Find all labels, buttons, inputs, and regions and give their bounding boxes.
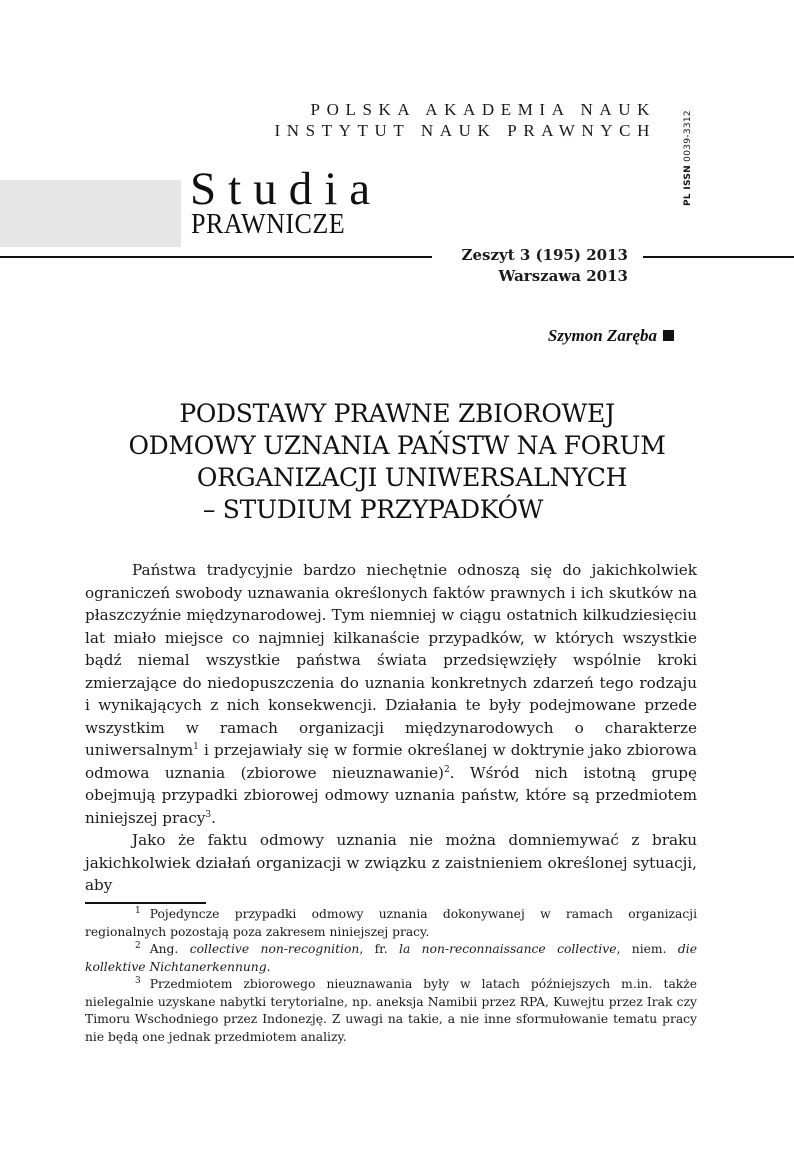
footnote-text: Przedmiotem zbiorowego nieuznawania były w latach późniejszych m.in. także nielegalnie uzyskane nabytki terytorialne, np. aneksja Namibii przez RPA, Kuwejtu przez Irak czy Timoru Wschodniego przez Indonezję. Z uwagi na takie, a nie inne sformułowanie tematu pracy nie będą one jednak przedmiotem analizy. bbox=[85, 977, 697, 1044]
article-body bbox=[85, 559, 697, 897]
paragraph-text: . bbox=[211, 808, 216, 827]
paragraph-text: Państwa tradycyjnie bardzo niechętnie odnoszą się do jakichkolwiek ograniczeń swobody uznawania określonych faktów prawnych i ich skutków na płaszczyźnie międzynarodowej. Tym niemniej w ciągu ostatnich kilkudziesięciu lat miało miejsce co najmniej kilkanaście przypadków, w których wszystkie bądź niemal wszystkie państwa świata przedsięwzięły wspólnie kroki zmierzające do niedopuszczenia do uznania konkretnych zdarzeń tego rodzaju i wynikających z nich konsekwencji. Działania te były podejmowane przede wszystkim w ramach organizacji międzynarodowych o charakterze uniwersalnym bbox=[85, 561, 697, 759]
footnote-ref-2[interactable]: 2 bbox=[443, 764, 450, 775]
footnote-text: Pojedyncze przypadki odmowy uznania dokonywanej w ramach organizacji regionalnych pozostają poza zakresem niniejszej pracy. bbox=[85, 907, 697, 939]
footnote-separator bbox=[85, 902, 206, 904]
footnote-text: . bbox=[266, 959, 271, 974]
footnotes bbox=[85, 906, 697, 1046]
body-paragraph bbox=[85, 559, 697, 829]
footnote-text: Ang. bbox=[149, 942, 190, 956]
issn-vertical bbox=[683, 110, 693, 206]
footnote-number: 1 bbox=[135, 906, 141, 916]
title-line: PODSTAWY PRAWNE ZBIOROWEJ bbox=[179, 399, 615, 428]
masthead-gray-block bbox=[0, 180, 181, 247]
paragraph-text: i przejawiały się w formie określanej w doktrynie jako zbiorowa odmowa uznania (zbiorowe nieuznawanie) bbox=[85, 741, 697, 782]
author-name-text: Szymon Zaręba bbox=[547, 326, 657, 345]
footnote-term-fr: la non-reconnaissance collective bbox=[399, 942, 617, 956]
author-name bbox=[548, 326, 674, 346]
footnote-text: , fr. bbox=[359, 942, 400, 956]
article-title bbox=[60, 398, 734, 526]
footnote-ref-1[interactable]: 1 bbox=[193, 742, 199, 752]
paragraph-text: . Wśród nich istotną grupę obejmują przypadki zbiorowej odmowy uznania państw, które są przedmiotem niniejszej pracy bbox=[85, 763, 698, 827]
masthead-rule-right bbox=[643, 256, 794, 258]
footnote-2 bbox=[85, 941, 697, 976]
square-bullet-icon bbox=[663, 330, 674, 341]
journal-title-studia: Studia bbox=[190, 163, 383, 215]
footnote-ref-3[interactable]: 3 bbox=[205, 809, 212, 820]
journal-title-prawnicze: PRAWNICZE bbox=[191, 208, 346, 240]
footnote-text: , niem. bbox=[616, 942, 678, 956]
footnote-3 bbox=[85, 976, 697, 1046]
footnote-1 bbox=[85, 906, 697, 941]
masthead-rule-left bbox=[0, 256, 432, 258]
footnote-number: 3 bbox=[135, 976, 141, 986]
institution-line-2: INSTYTUT NAUK PRAWNYCH bbox=[274, 121, 656, 140]
issue-place-year: Warszawa 2013 bbox=[498, 267, 628, 285]
issn-number: 0039-3312 bbox=[683, 110, 693, 162]
footnote-term-en: collective non-recognition bbox=[189, 942, 360, 956]
issn-prefix: PL ISSN bbox=[683, 164, 693, 206]
footnote-term-de: die kollektive Nichtanerkennung bbox=[85, 942, 697, 974]
title-line: ODMOWY UZNANIA PAŃSTW NA FORUM bbox=[128, 431, 666, 460]
institution-line-1: POLSKA AKADEMIA NAUK bbox=[310, 100, 656, 119]
body-paragraph: Jako że faktu odmowy uznania nie można domniemywać z braku jakichkolwiek działań organizacji w związku z zaistnieniem określonej sytuacji, aby bbox=[85, 831, 697, 894]
issue-number: Zeszyt 3 (195) 2013 bbox=[461, 246, 628, 264]
footnote-number: 2 bbox=[135, 941, 141, 951]
title-line: ORGANIZACJI UNIWERSALNYCH bbox=[196, 463, 628, 492]
title-line: – STUDIUM PRZYPADKÓW bbox=[202, 495, 544, 524]
